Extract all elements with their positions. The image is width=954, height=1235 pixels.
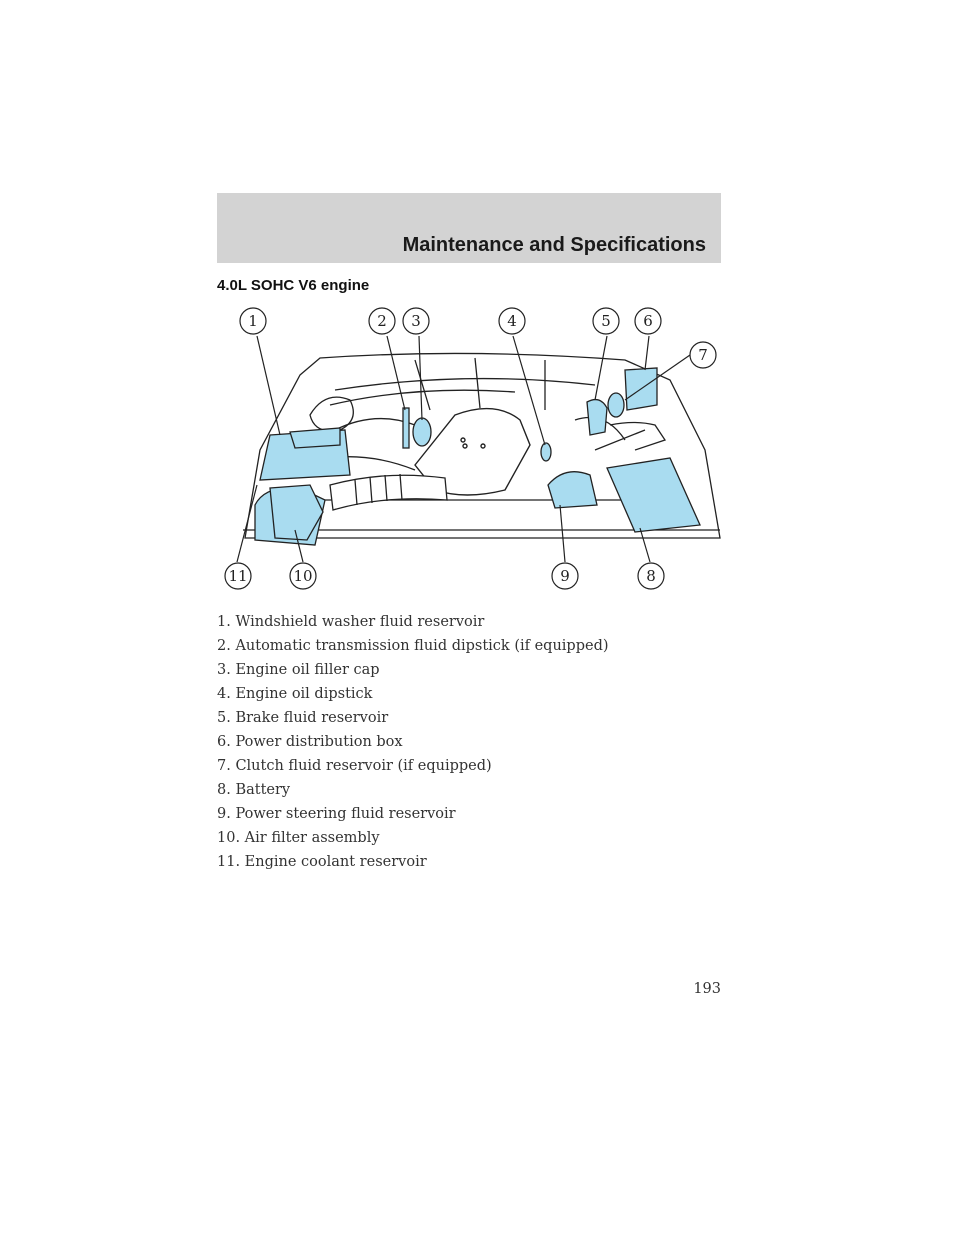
- callout-1-label: 1: [248, 312, 258, 330]
- callout-5-label: 5: [601, 312, 611, 330]
- engine-heading: 4.0L SOHC V6 engine: [217, 277, 370, 294]
- clutch-reservoir-shape: [608, 393, 624, 417]
- callout-8-label: 8: [646, 567, 656, 585]
- brake-reservoir-shape: [587, 400, 607, 435]
- section-title: Maintenance and Specifications: [402, 234, 706, 256]
- section-header-band: [217, 193, 721, 263]
- callout-9-label: 9: [560, 567, 570, 585]
- legend-item: 6. Power distribution box: [217, 734, 403, 750]
- battery-shape: [607, 458, 700, 532]
- callout-6-label: 6: [643, 312, 653, 330]
- callout-3-label: 3: [411, 312, 421, 330]
- legend-item: 11. Engine coolant reservoir: [217, 854, 427, 870]
- page-number: 193: [693, 981, 721, 997]
- oil-dipstick-shape: [541, 443, 551, 461]
- legend-item: 1. Windshield washer fluid reservoir: [217, 614, 485, 630]
- legend-item: 8. Battery: [217, 782, 291, 798]
- callout-11-label: 11: [228, 567, 248, 585]
- legend-item: 5. Brake fluid reservoir: [217, 710, 389, 726]
- callout-4-label: 4: [507, 312, 517, 330]
- legend-item: 7. Clutch fluid reservoir (if equipped): [217, 758, 492, 774]
- legend-item: 10. Air filter assembly: [217, 830, 380, 846]
- legend-item: 3. Engine oil filler cap: [217, 662, 380, 678]
- engine-compartment-diagram: [215, 300, 725, 600]
- component-legend: [217, 610, 609, 874]
- legend-item: 4. Engine oil dipstick: [217, 686, 373, 702]
- air-intake-tube: [330, 474, 447, 510]
- transmission-dipstick-shape: [403, 408, 409, 448]
- power-steering-reservoir-shape: [548, 472, 597, 508]
- callout-10-label: 10: [293, 567, 313, 585]
- legend-item: 9. Power steering fluid reservoir: [217, 806, 456, 822]
- legend-item: 2. Automatic transmission fluid dipstick (if equipped): [217, 638, 609, 654]
- callout-2-label: 2: [377, 312, 387, 330]
- callout-7-label: 7: [698, 346, 708, 364]
- oil-filler-cap-shape: [413, 418, 431, 446]
